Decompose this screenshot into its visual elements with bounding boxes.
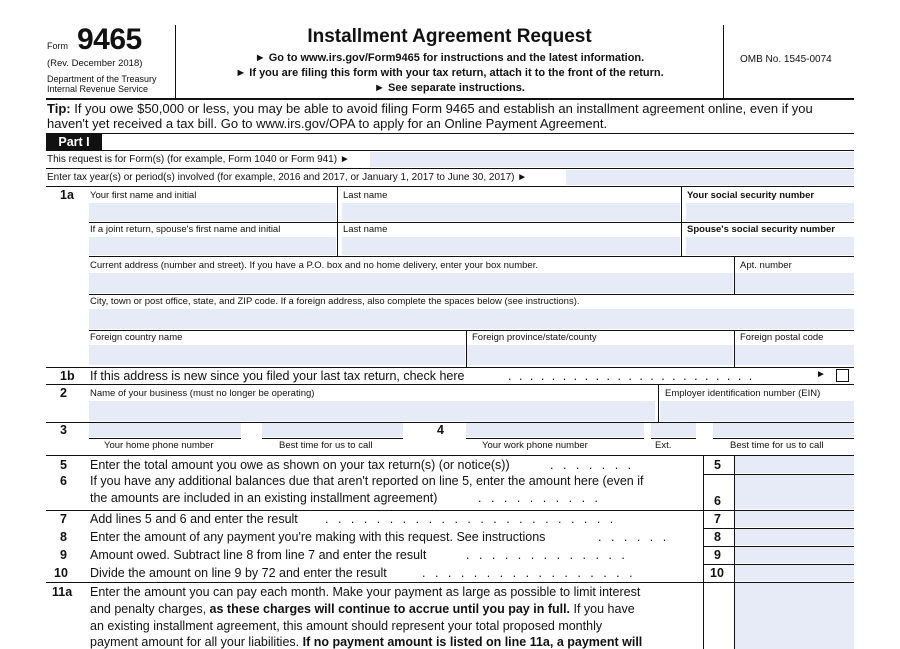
header-instruction-3: ► See separate instructions.: [374, 82, 525, 94]
business-name-input[interactable]: [89, 401, 655, 421]
apt-input[interactable]: [735, 273, 854, 293]
line-10-dots: . . . . . . . . . . . . . . . . .: [422, 566, 636, 580]
line-11a-text-3: an existing installment agreement, this amount should represent your total proposed monthly: [90, 619, 603, 633]
line-10-number: 10: [54, 566, 68, 580]
line-9-amount-input[interactable]: [735, 547, 854, 563]
line-3-number: 3: [60, 423, 67, 437]
line-7-box: 7: [714, 512, 721, 526]
ein-label: Employer identification number (EIN): [665, 388, 821, 399]
request-forms-input[interactable]: [370, 152, 854, 167]
line-11a-text-2c: If you have: [570, 602, 635, 616]
tax-years-input[interactable]: [566, 170, 854, 185]
line-11a-text-4b: If no payment amount is listed on line 11a, a payment will: [302, 635, 643, 649]
rule-1a-4: [89, 330, 854, 331]
spouse-ssn-input[interactable]: [686, 237, 854, 255]
line-5-text: Enter the total amount you owe as shown on your tax return(s) (or notice(s)): [90, 458, 510, 472]
line-7-dots: . . . . . . . . . . . . . . . . . . . . . . .: [325, 512, 617, 526]
ssn-label: Your social security number: [687, 190, 815, 201]
line-10-box: 10: [710, 566, 724, 580]
header-divider-right: [723, 25, 724, 98]
line-8-text: Enter the amount of any payment you're making with this request. See instructions: [90, 530, 546, 544]
rule-10: [46, 582, 854, 583]
ext-label: Ext.: [655, 440, 672, 451]
home-best-time-label: Best time for us to call: [279, 440, 373, 451]
rule-1a-1: [89, 222, 854, 223]
line-1b-arrow-icon: ►: [816, 369, 826, 380]
tip-line-1: [47, 101, 813, 116]
line-9-box: 9: [714, 548, 721, 562]
rule-work-best-time: [713, 438, 854, 439]
department-line2: Internal Revenue Service: [47, 84, 149, 94]
part1-badge: Part I: [46, 134, 102, 150]
rule-3-4: [46, 455, 854, 456]
line-1b-number: 1b: [60, 369, 75, 383]
line-10-amount-input[interactable]: [735, 565, 854, 581]
line-10-text: Divide the amount on line 9 by 72 and enter the result: [90, 566, 387, 580]
work-phone-label: Your work phone number: [482, 440, 588, 451]
line-1b-text: If this address is new since you filed your last tax return, check here: [90, 369, 465, 383]
line-9-text: Amount owed. Subtract line 8 from line 7 and enter the result: [90, 548, 427, 562]
line-11a-text-4a: payment amount for all your liabilities.: [90, 635, 303, 649]
address-input[interactable]: [89, 273, 733, 293]
ein-input[interactable]: [660, 401, 854, 421]
spouse-last-name-input[interactable]: [342, 237, 680, 255]
address-label: Current address (number and street). If you have a P.O. box and no home delivery, enter your box number.: [90, 260, 538, 271]
rule-6: [46, 510, 854, 511]
work-phone-input[interactable]: [466, 423, 644, 437]
department-line1: Department of the Treasury: [47, 74, 157, 84]
line-7-amount-input[interactable]: [735, 511, 854, 527]
form-word: Form: [47, 41, 68, 51]
revision-date: (Rev. December 2018): [47, 58, 143, 69]
col-divider-amount-left: [703, 455, 704, 649]
rule-home-phone: [89, 438, 241, 439]
line-6-box: 6: [714, 494, 721, 508]
line-9-dots: . . . . . . . . . . . . .: [466, 548, 628, 562]
col-divider-1a-a: [337, 186, 338, 256]
part1-rule-bottom: [46, 150, 854, 151]
header-instruction-2: ► If you are filing this form with your tax return, attach it to the front of the return.: [235, 67, 664, 79]
request-forms-label: This request is for Form(s) (for example, Form 1040 or Form 941) ►: [47, 154, 350, 165]
address-new-checkbox[interactable]: [836, 369, 849, 382]
line-8-amount-input[interactable]: [735, 529, 854, 545]
header-rule: [46, 98, 854, 100]
rule-home-best-time: [262, 438, 403, 439]
foreign-postal-label: Foreign postal code: [740, 332, 824, 343]
tip-label: Tip:: [47, 101, 71, 116]
first-name-label: Your first name and initial: [90, 190, 197, 201]
work-best-time-input[interactable]: [713, 423, 854, 437]
line-8-number: 8: [60, 530, 67, 544]
line-9-number: 9: [60, 548, 67, 562]
line-11a-text-4: [90, 635, 642, 649]
line-7-text: Add lines 5 and 6 and enter the result: [90, 512, 298, 526]
first-name-input[interactable]: [89, 203, 336, 221]
form-title: Installment Agreement Request: [307, 26, 592, 47]
line-7-number: 7: [60, 512, 67, 526]
line-5-amount-input[interactable]: [735, 456, 854, 473]
line-8-dots: . . . . . .: [598, 530, 670, 544]
line-6-dots: . . . . . . . . . .: [478, 491, 601, 505]
work-best-time-label: Best time for us to call: [730, 440, 824, 451]
tax-years-label: Enter tax year(s) or period(s) involved (for example, 2016 and 2017, or January 1, 2017 to June 30, 2017) ►: [47, 172, 528, 183]
foreign-province-input[interactable]: [467, 345, 733, 365]
home-best-time-input[interactable]: [262, 423, 403, 437]
part1-rule-top: [46, 133, 854, 134]
rule-1b: [46, 384, 854, 385]
city-input[interactable]: [89, 309, 854, 329]
line-11a-text-2a: and penalty charges,: [90, 602, 210, 616]
rule-tax-years: [46, 186, 854, 187]
ssn-input[interactable]: [686, 203, 854, 221]
line-2-number: 2: [60, 386, 67, 400]
line-5-dots: . . . . . . .: [550, 458, 635, 472]
line-6-amount-input[interactable]: [735, 475, 854, 509]
line-11a-text-2b: as these charges will continue to accrue until you pay in full.: [209, 602, 571, 616]
ext-input[interactable]: [651, 423, 696, 437]
home-phone-input[interactable]: [89, 423, 241, 437]
line-11a-text-1: Enter the amount you can pay each month. Make your payment as large as possible to limit interest: [90, 585, 641, 599]
line-11a-number: 11a: [52, 585, 73, 599]
rule-1a-3: [89, 294, 854, 295]
col-divider-ein: [658, 384, 659, 422]
business-name-label: Name of your business (must no longer be operating): [90, 388, 315, 399]
rule-work-phone: [466, 438, 644, 439]
line-6-text: If you have any additional balances due that aren't reported on line 5, enter the amount here (even if: [90, 474, 644, 488]
line-5-number: 5: [60, 458, 67, 472]
line-4-number: 4: [437, 423, 444, 437]
spouse-first-name-label: If a joint return, spouse's first name and initial: [90, 224, 281, 235]
tip-text-2: haven't yet received a tax bill. Go to www.irs.gov/OPA to apply for an Online Payment Agreement.: [47, 116, 608, 131]
rule-ext: [651, 438, 696, 439]
line-11a-text-2: [90, 602, 635, 616]
rule-1a-2: [89, 256, 854, 257]
apt-label: Apt. number: [740, 260, 792, 271]
foreign-country-input[interactable]: [89, 345, 465, 365]
last-name-label: Last name: [343, 190, 388, 201]
home-phone-label: Your home phone number: [104, 440, 214, 451]
foreign-country-label: Foreign country name: [90, 332, 183, 343]
spouse-ssn-label: Spouse's social security number: [687, 224, 835, 235]
line-6-text-2: the amounts are included in an existing installment agreement): [90, 491, 438, 505]
rule-request: [46, 168, 854, 169]
omb-number: OMB No. 1545-0074: [740, 54, 832, 65]
line-1b-dots: . . . . . . . . . . . . . . . . . . . . . . .: [508, 369, 755, 383]
col-divider-1a-b: [681, 186, 682, 256]
line-8-box: 8: [714, 530, 721, 544]
form-number: 9465: [77, 23, 142, 56]
last-name-input[interactable]: [342, 203, 680, 221]
line-11a-amount-area[interactable]: [735, 583, 854, 649]
foreign-postal-input[interactable]: [735, 345, 854, 365]
header-instruction-1: ► Go to www.irs.gov/Form9465 for instructions and the latest information.: [254, 52, 645, 64]
spouse-last-name-label: Last name: [343, 224, 388, 235]
tip-text-1: If you owe $50,000 or less, you may be able to avoid filing Form 9465 and establish an installment agreement online, even if you: [74, 101, 813, 116]
line-6-number: 6: [60, 474, 67, 488]
rule-1a-bottom: [46, 367, 854, 368]
city-label: City, town or post office, state, and ZIP code. If a foreign address, also complete the spaces below (see instructions).: [90, 296, 580, 307]
line-1a-number: 1a: [60, 188, 74, 202]
foreign-province-label: Foreign province/state/county: [472, 332, 597, 343]
line-5-box: 5: [714, 458, 721, 472]
spouse-first-name-input[interactable]: [89, 237, 336, 255]
